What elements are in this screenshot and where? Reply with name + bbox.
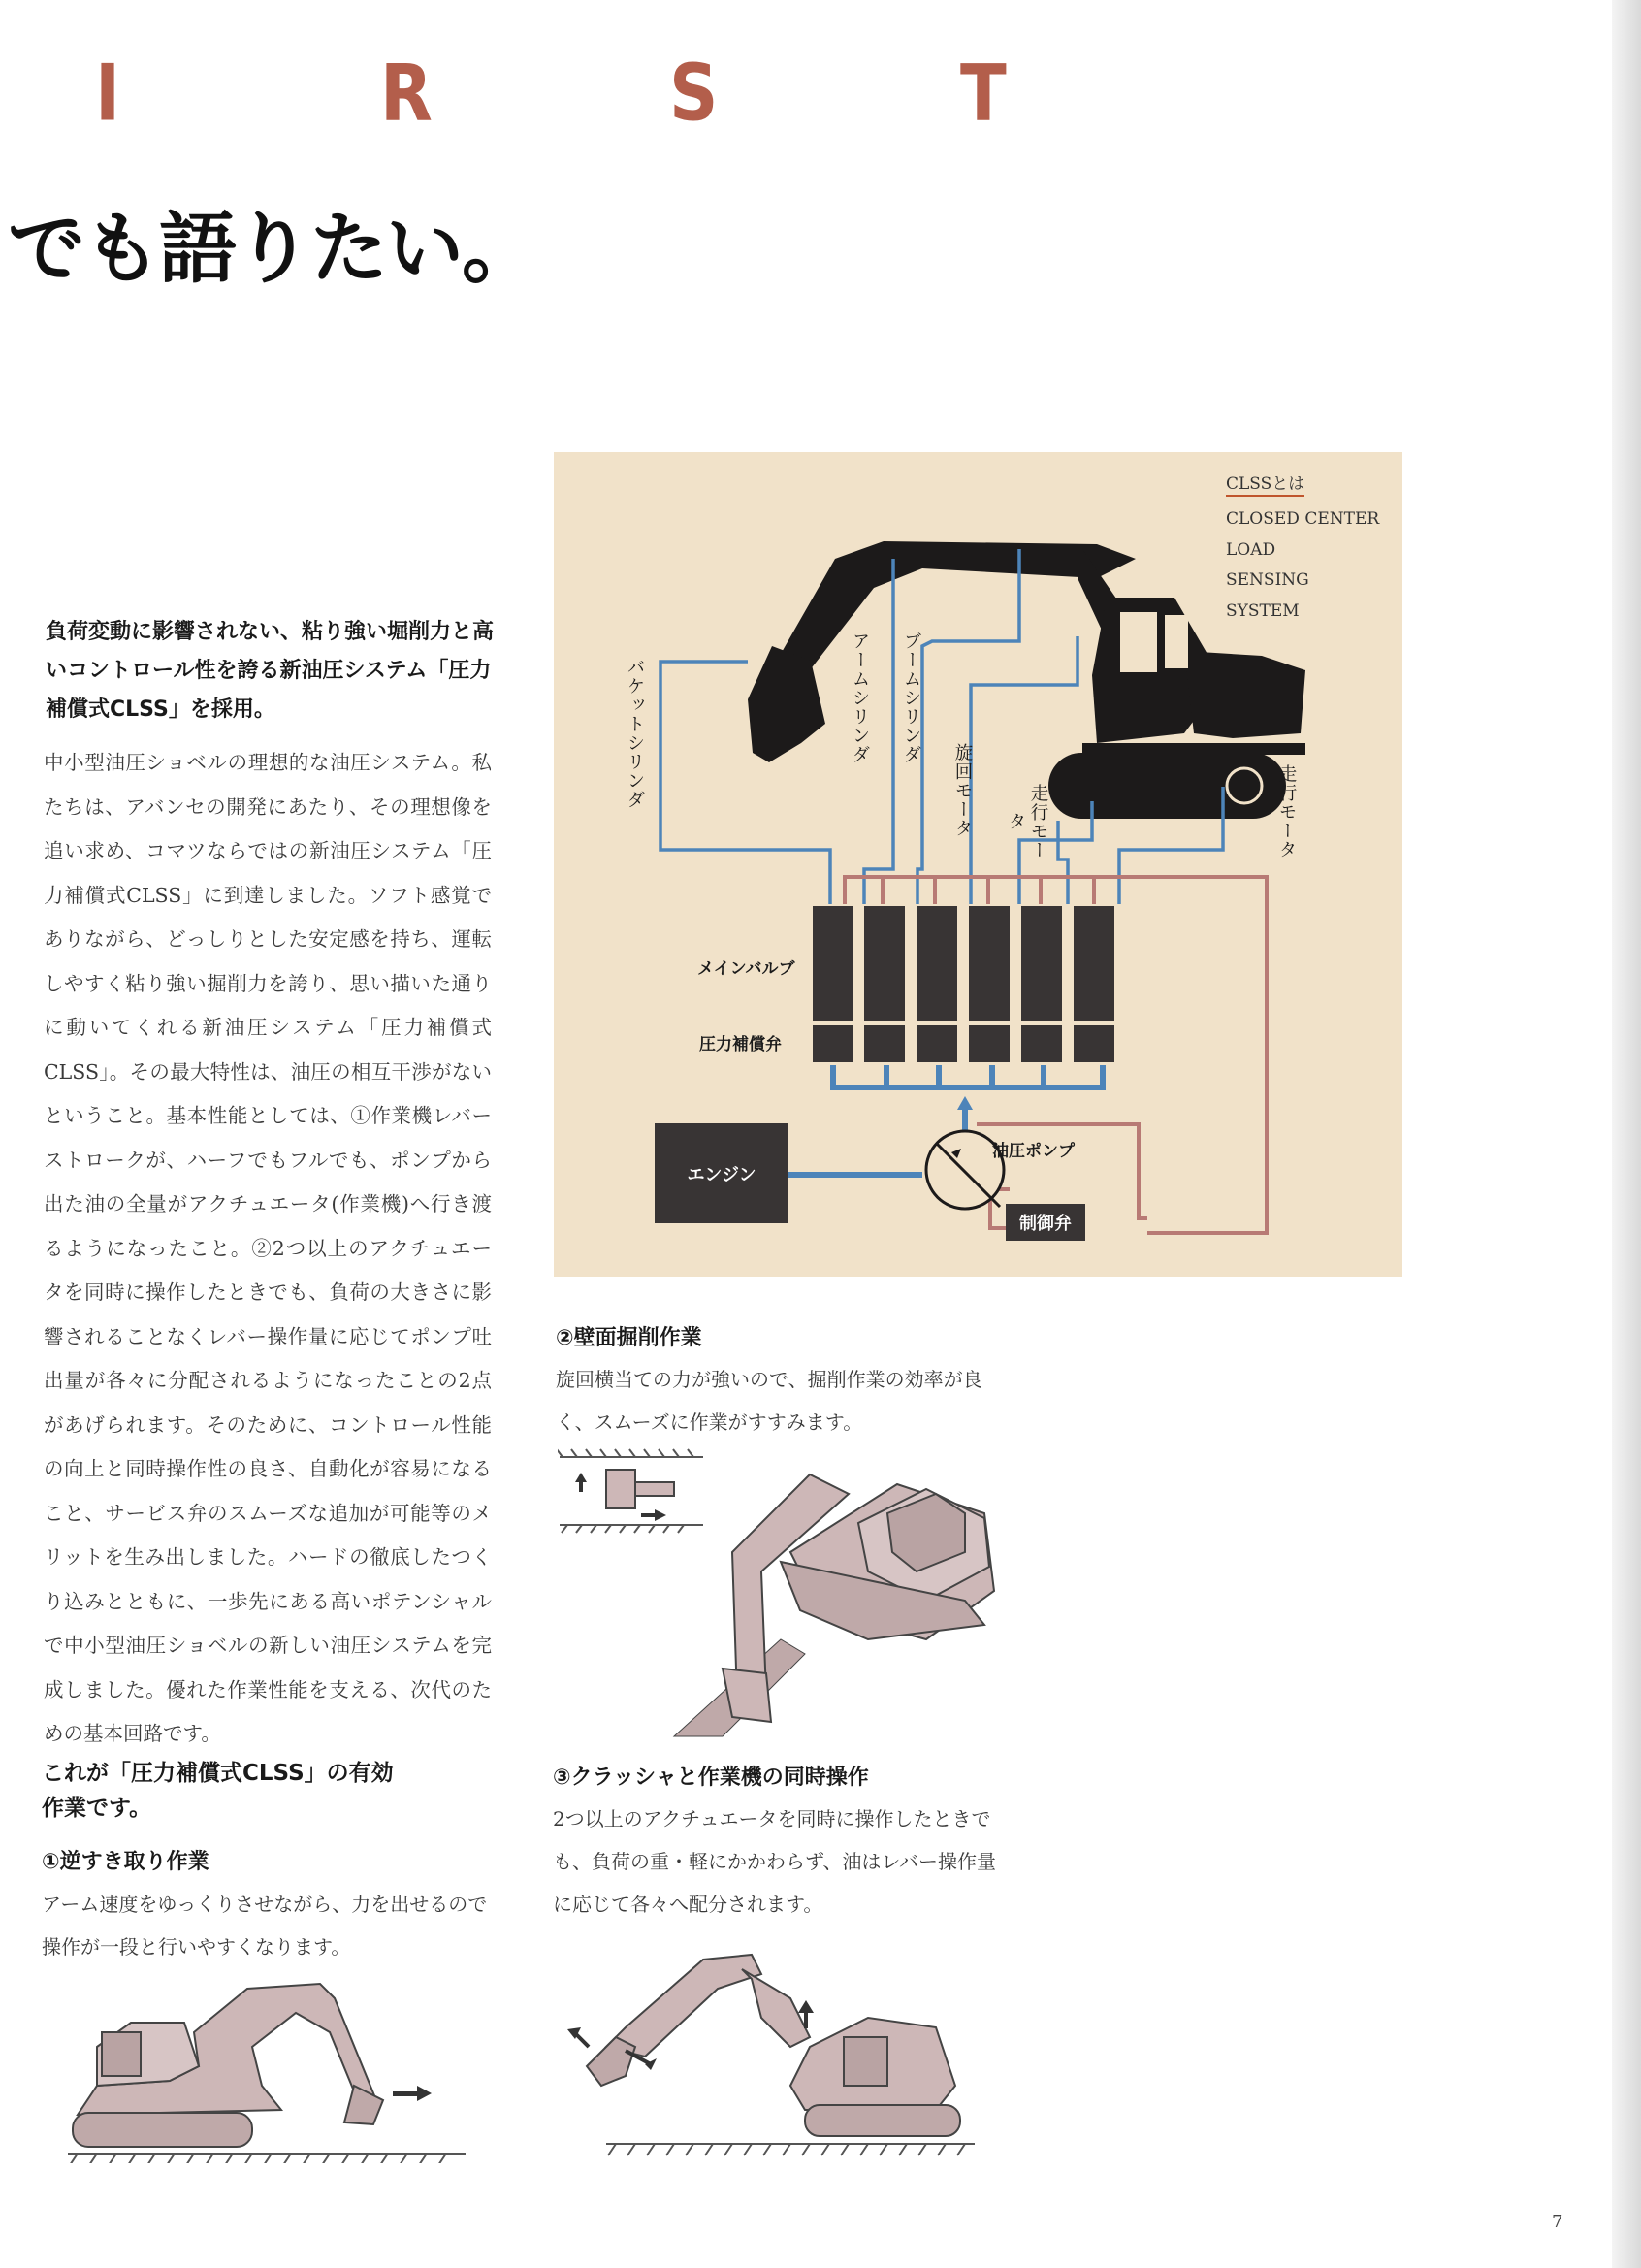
crusher-illustration: [558, 1940, 984, 2183]
page-number: 7: [1552, 2212, 1563, 2232]
bucket-cylinder-label: バケットシリンダ: [625, 658, 645, 809]
cab-window-right: [1165, 615, 1188, 668]
clss-line: LOAD: [1226, 539, 1276, 560]
valve-blocks: [813, 906, 1114, 1062]
banner-letter-r: R: [380, 47, 433, 140]
clss-line: CLSSとは: [1226, 473, 1304, 497]
lead-paragraph: 負荷変動に影響されない、粘り強い堀削力と高いコントロール性を誇る新油圧システム「圧力補償式CLSS」を採用。: [46, 620, 495, 722]
reverse-skimming-illustration: [58, 1940, 475, 2163]
work2-title: ②壁面掘削作業: [556, 1326, 702, 1350]
effective-work-heading: これが「圧力補償式CLSS」の有効作業です。: [42, 1761, 394, 1821]
clss-diagram: [554, 452, 1402, 1277]
hydraulic-pump-label: 油圧ポンプ: [992, 1142, 1075, 1161]
cab-window-left: [1120, 612, 1157, 672]
travel-motor-left-label: [1005, 782, 1049, 867]
work1-title: ①逆すき取り作業: [42, 1850, 209, 1874]
clss-line: CLOSED CENTER: [1226, 509, 1380, 529]
boom-cylinder-label: ブームシリンダ: [901, 632, 921, 764]
travel-motor-right-label: 走行モータ: [1276, 764, 1297, 859]
page-headline: でも語りたい。: [8, 204, 537, 294]
work2-text: 旋回横当ての力が強いので、掘削作業の効率が良く、スムーズに作業がすすみます。: [556, 1368, 982, 1434]
body-paragraph: 中小型油圧ショベルの理想的な油圧システム。私たちは、アバンセの開発にあたり、その理想像を追い求め、コマツならではの新油圧システム「圧力補償式CLSS」に到達しました。ソフト感覚でありながら、どっしりとした安定感を持ち、運転しやすく粘り強い掘削力を誇り、思い描いた通りに動いてくれる新油圧システム「圧力補償式CLSS」。その最大特性は、油圧の相互干渉がないということ。基本性能としては、①作業機レバーストロークが、ハーフでもフルでも、ポンプから出た油の全量がアクチュエータ(作業機)へ行き渡るようになったこと。②2つ以上のアクチュエータを同時に操作したときでも、負荷の大きさに影響されることなくレバー操作量に応じてポンプ吐出量が各々に分配されるようになったことの2点があげられます。そのために、コントロール性能の向上と同時操作性の良さ、自動化が容易になること、サービス弁のスムーズな追加が可能等のメリットを生み出しました。ハードの徹底したつくり込みとともに、一歩先にある高いポテンシャルで中小型油圧ショベルの新しい油圧システムを完成しました。優れた作業性能を支える、次代のための基本回路です。: [44, 751, 492, 1745]
arm-cylinder-label: アームシリンダ: [850, 632, 870, 764]
banner-letter-i: I: [95, 47, 121, 140]
page-edge: [1612, 0, 1641, 2268]
clss-line: SYSTEM: [1226, 600, 1300, 621]
work3-title: ③クラッシャと作業機の同時操作: [553, 1766, 869, 1790]
work1-text: アーム速度をゆっくりさせながら、力を出せるので操作が一段と行いやすくなります。: [42, 1893, 488, 1959]
swing-motor-label: 旋回モータ: [952, 743, 973, 838]
work3-text: 2つ以上のアクチュエータを同時に操作したときでも、負荷の重・軽にかかわらず、油はレバー操作量に応じて各々へ配分されます。: [553, 1807, 996, 1916]
main-valve-label: メインバルブ: [697, 959, 795, 979]
excavator-silhouette: [748, 541, 1305, 819]
travel-motor-left-text: 走行モータ: [1006, 784, 1048, 859]
clss-definition: [1226, 470, 1379, 627]
wall-excavation-illustration: [558, 1445, 1014, 1746]
banner-letter-t: T: [960, 47, 1007, 140]
control-valve-box: 制御弁: [1006, 1204, 1085, 1241]
engine-box: エンジン: [655, 1123, 788, 1223]
banner-letter-s: S: [669, 47, 719, 140]
pressure-compensation-valve-label: 圧力補償弁: [699, 1035, 782, 1054]
clss-line: SENSING: [1226, 570, 1309, 590]
